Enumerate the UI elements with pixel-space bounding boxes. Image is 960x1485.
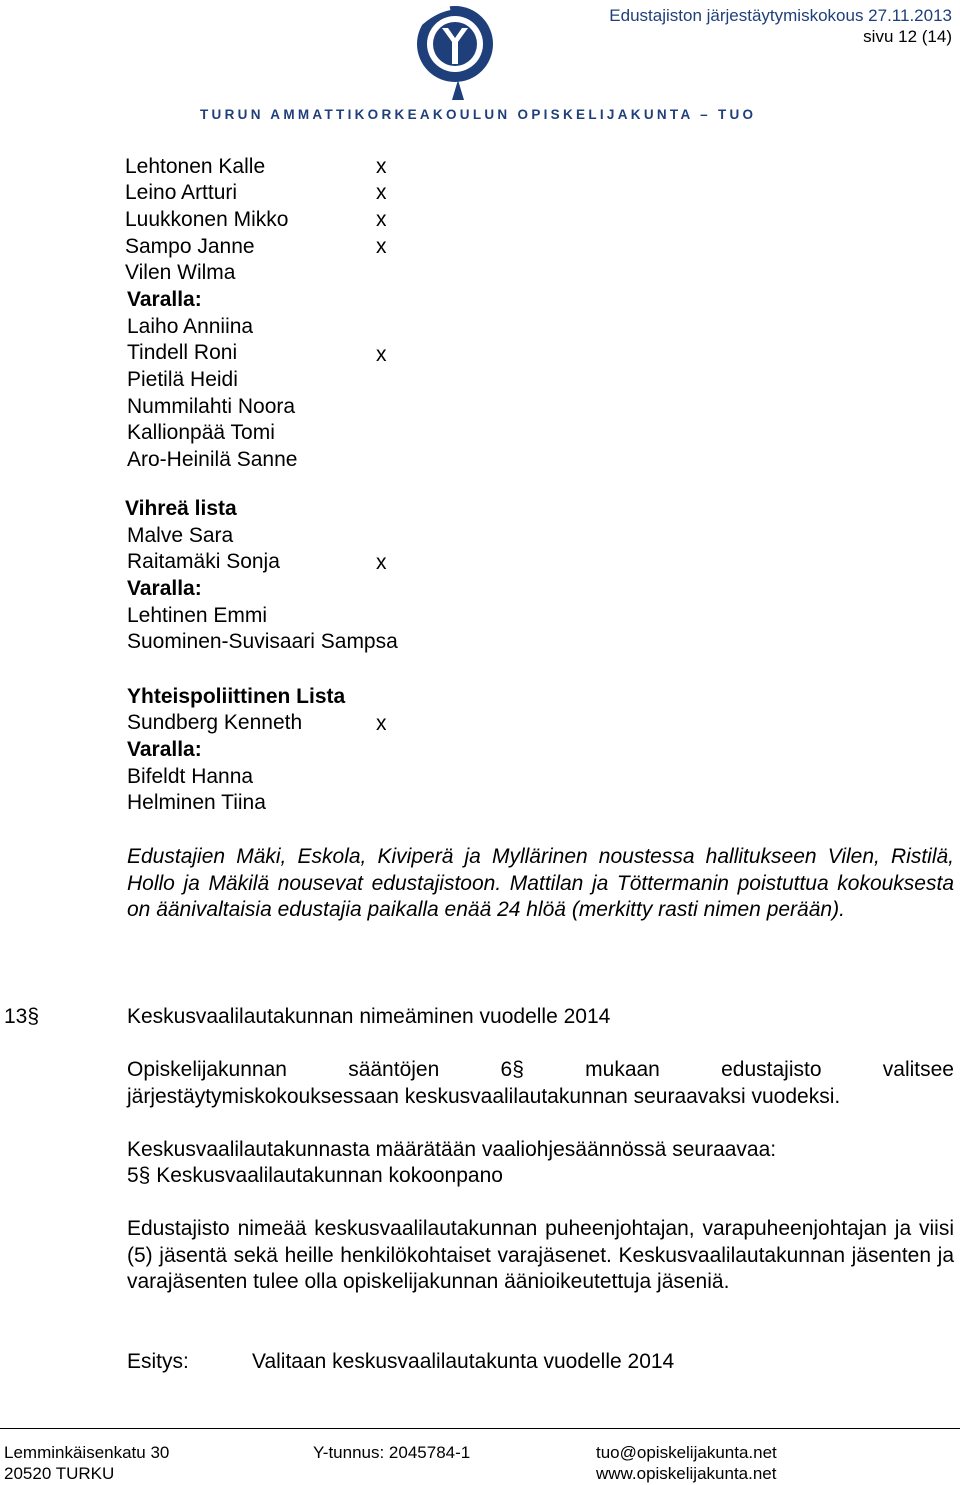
member-name: Lehtonen Kalle <box>125 155 266 178</box>
section-number: 13§ <box>4 1005 40 1028</box>
substitute-name: Kallionpää Tomi <box>127 421 275 444</box>
substitute-name: Aro-Heinilä Sanne <box>127 448 298 471</box>
present-mark: x <box>376 343 387 366</box>
section-paragraph: Edustajisto nimeää keskusvaalilautakunnan puheenjohtajan, varapuheenjohtajan ja viisi (5) jäsentä sekä heille henkilökohtaiset varajäsenet. Keskusvaalilautakunnan jäsenten ja varajäsenten tulee olla opiskelijakunnan äänioikeutettuja jäseniä. <box>127 1217 954 1294</box>
footer-address-street: Lemminkäisenkatu 30 <box>4 1443 170 1462</box>
note-part-1: Edustajien Mäki, Eskola, Kiviperä ja Myllärinen noustessa hallitukseen Vilen, Ristilä, Hollo ja Mäkilä nousevat edustajistoon. <box>127 845 954 895</box>
footer-email[interactable]: tuo@opiskelijakunta.net <box>596 1443 777 1462</box>
substitute-name: Nummilahti Noora <box>127 395 296 418</box>
substitute-name: Bifeldt Hanna <box>127 765 254 788</box>
footer-business-id: Y-tunnus: 2045784-1 <box>313 1443 471 1462</box>
list-title: Vihreä lista <box>125 497 237 520</box>
substitute-name: Tindell Roni <box>127 341 238 364</box>
footer-website[interactable]: www.opiskelijakunta.net <box>596 1464 777 1483</box>
member-name: Malve Sara <box>127 524 234 547</box>
member-name: Sundberg Kenneth <box>127 711 303 734</box>
member-name: Leino Artturi <box>125 181 238 204</box>
page-number: sivu 12 (14) <box>863 27 952 46</box>
member-name: Luukkonen Mikko <box>125 208 289 231</box>
section-paragraph: 5§ Keskusvaalilautakunnan kokoonpano <box>127 1164 503 1187</box>
note-part-2: Mattilan ja Töttermanin poistuttua kokouksesta on äänivaltaisia edustajia paikalla enää 24 hlöä (merkitty rasti nimen perään). <box>127 871 954 922</box>
section-paragraph: Opiskelijakunnan sääntöjen 6§ mukaan edustajisto valitsee järjestäytymiskokouksessaan keskusvaalilautakunnan seuraavaksi vuodeksi. <box>127 1058 954 1108</box>
substitutes-label: Varalla: <box>127 288 202 311</box>
present-mark: x <box>376 208 387 231</box>
substitute-name: Helminen Tiina <box>127 791 266 814</box>
present-mark: x <box>376 155 387 178</box>
present-mark: x <box>376 712 387 735</box>
present-mark: x <box>376 235 387 258</box>
substitute-name: Lehtinen Emmi <box>127 604 268 627</box>
section-paragraph: Keskusvaalilautakunnasta määrätään vaaliohjesäännössä seuraavaa: <box>127 1138 777 1161</box>
proposal-label: Esitys: <box>127 1350 189 1373</box>
member-name: Vilen Wilma <box>125 261 236 284</box>
substitutes-label: Varalla: <box>127 738 202 761</box>
substitute-name: Suominen-Suvisaari Sampsa <box>127 630 398 653</box>
substitute-name: Pietilä Heidi <box>127 368 238 391</box>
section-title: Keskusvaalilautakunnan nimeäminen vuodelle 2014 <box>127 1005 611 1028</box>
quorum-note <box>127 844 954 924</box>
footer-address-city: 20520 TURKU <box>4 1464 115 1483</box>
substitute-name: Laiho Anniina <box>127 315 254 338</box>
organization-tagline: TURUN AMMATTIKORKEAKOULUN OPISKELIJAKUNTA – TUO <box>200 107 757 122</box>
member-name: Sampo Janne <box>125 235 255 258</box>
proposal-text: Valitaan keskusvaalilautakunta vuodelle 2014 <box>252 1350 675 1373</box>
present-mark: x <box>376 181 387 204</box>
member-name: Raitamäki Sonja <box>127 550 280 573</box>
substitutes-label: Varalla: <box>127 577 202 600</box>
list-title: Yhteispoliittinen Lista <box>127 685 346 708</box>
present-mark: x <box>376 551 387 574</box>
meeting-title: Edustajiston järjestäytymiskokous 27.11.2013 <box>609 6 952 25</box>
tuo-logo-icon <box>400 2 510 102</box>
footer-divider <box>0 1428 960 1429</box>
